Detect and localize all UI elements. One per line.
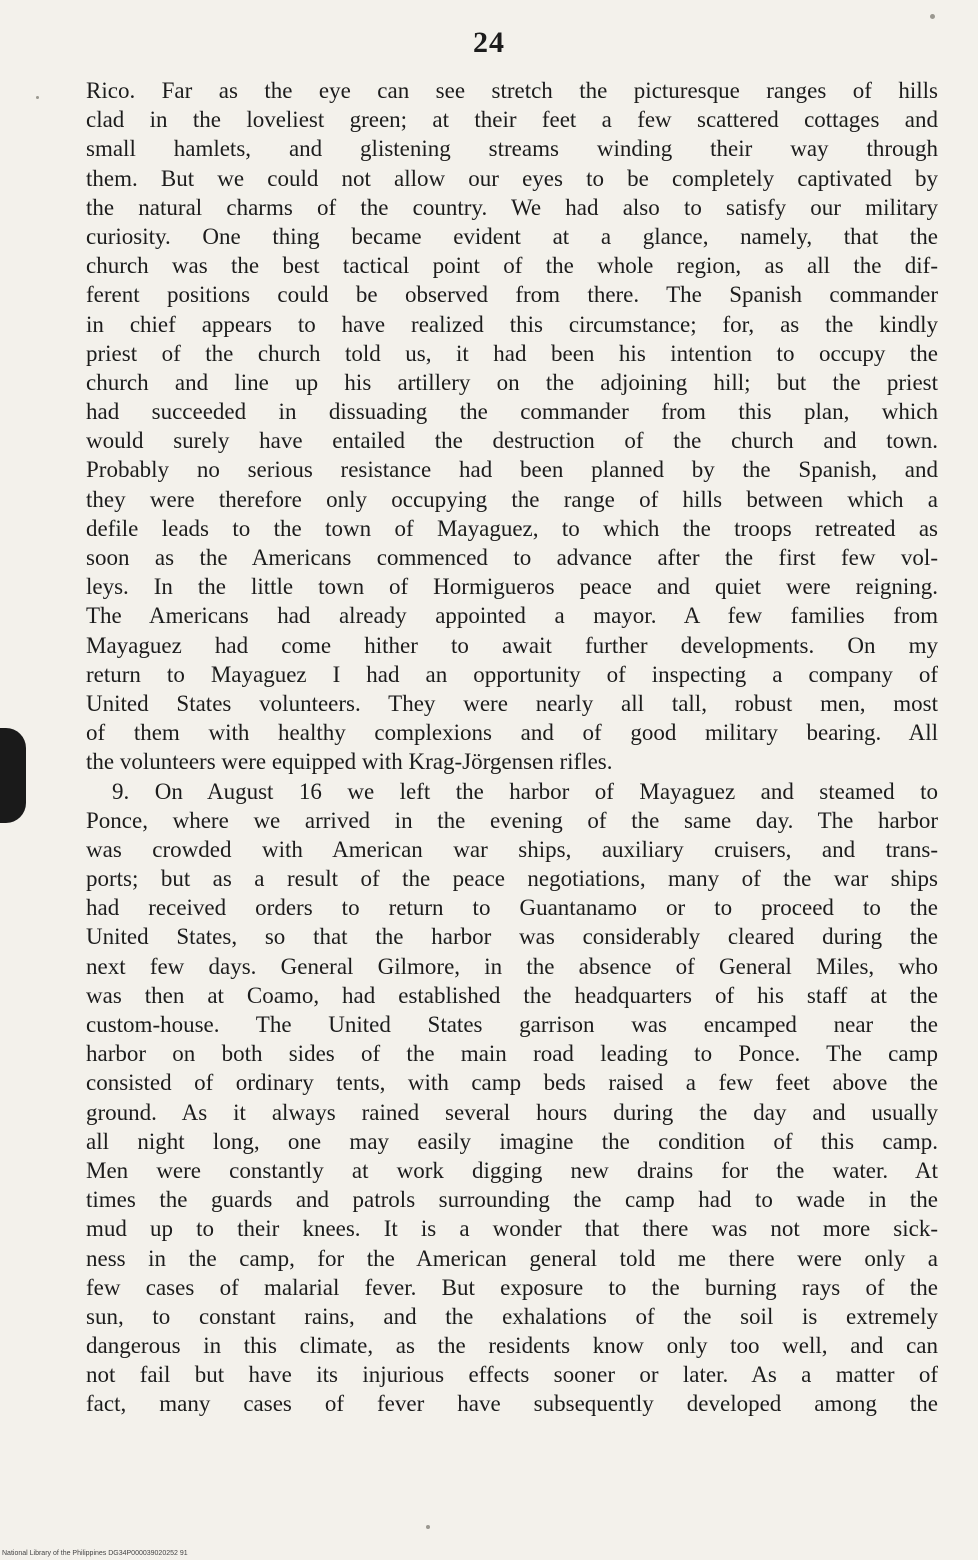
text-line: priest of the church told us, it had been his intention to occupy the [86, 340, 938, 366]
text-line: church was the best tactical point of the whole region, as all the dif- [86, 253, 938, 279]
body-text [86, 76, 938, 1419]
text-line: ground. As it always rained several hours during the day and usually [86, 1099, 938, 1125]
text-line: return to Mayaguez I had an opportunity of inspecting a company of [86, 661, 938, 687]
paper-speck [36, 96, 39, 99]
text-line: custom-house. The United States garrison was encamped near the [86, 1012, 938, 1037]
text-line: leys. In the little town of Hormigueros peace and quiet were reigning. [86, 574, 938, 600]
text-line: Rico. Far as the eye can see stretch the picturesque ranges of hills [86, 78, 938, 103]
text-line: soon as the Americans commenced to advance after the first few vol- [86, 545, 938, 570]
text-line: Mayaguez had come hither to await further developments. On my [86, 632, 938, 658]
text-line: them. But we could not allow our eyes to be completely captivated by [86, 165, 938, 191]
text-line: would surely have entailed the destruction of the church and town. [86, 428, 938, 454]
text-line: they were therefore only occupying the range of hills between which a [86, 486, 938, 512]
text-line: fact, many cases of fever have subsequently developed among the [86, 1391, 938, 1417]
text-line: times the guards and patrols surrounding the camp had to wade in the [86, 1187, 938, 1213]
paper-speck [930, 14, 935, 19]
text-line: The Americans had already appointed a mayor. A few families from [86, 603, 938, 629]
text-line: mud up to their knees. It is a wonder that there was not more sick- [86, 1216, 938, 1242]
text-line: had succeeded in dissuading the commander from this plan, which [86, 399, 938, 425]
text-line: in chief appears to have realized this circumstance; for, as the kindly [86, 311, 938, 337]
text-line: was crowded with American war ships, auxiliary cruisers, and trans- [86, 836, 938, 862]
text-line: Men were constantly at work digging new drains for the water. At [86, 1157, 938, 1183]
text-line: consisted of ordinary tents, with camp beds raised a few feet above the [86, 1070, 938, 1096]
text-line: clad in the loveliest green; at their feet a few scattered cottages and [86, 107, 938, 133]
text-line: not fail but have its injurious effects sooner or later. As a matter of [86, 1362, 938, 1388]
text-line: United States, so that the harbor was considerably cleared during the [86, 924, 938, 950]
page-number: 24 [473, 26, 505, 59]
text-line: harbor on both sides of the main road leading to Ponce. The camp [86, 1041, 938, 1067]
text-line: dangerous in this climate, as the residents know only too well, and can [86, 1333, 938, 1359]
text-line: church and line up his artillery on the adjoining hill; but the priest [86, 369, 938, 395]
text-line: small hamlets, and glistening streams winding their way through [86, 136, 938, 162]
section-start-line: 9. On August 16 we left the harbor of Mayaguez and steamed to [112, 778, 938, 804]
text-line: curiosity. One thing became evident at a glance, namely, that the [86, 223, 938, 249]
text-line: of them with healthy complexions and of good military bearing. All [86, 720, 938, 746]
text-line: ports; but as a result of the peace negotiations, many of the war ships [86, 866, 938, 892]
text-line: few cases of malarial fever. But exposure to the burning rays of the [86, 1274, 938, 1300]
text-line: sun, to constant rains, and the exhalations of the soil is extremely [86, 1303, 938, 1329]
text-line: Ponce, where we arrived in the evening of the same day. The harbor [86, 807, 938, 833]
text-line: next few days. General Gilmore, in the absence of General Miles, who [86, 953, 938, 979]
text-line: United States volunteers. They were nearly all tall, robust men, most [86, 690, 938, 716]
text-line: the natural charms of the country. We had also to satisfy our military [86, 194, 938, 220]
paragraph-end-line: the volunteers were equipped with Krag-Jörgensen rifles. [86, 749, 613, 775]
text-line: Probably no serious resistance had been planned by the Spanish, and [86, 457, 938, 483]
text-line: ferent positions could be observed from there. The Spanish commander [86, 282, 938, 308]
paper-speck [426, 1525, 430, 1529]
text-line: was then at Coamo, had established the headquarters of his staff at the [86, 982, 938, 1008]
text-line: had received orders to return to Guantanamo or to proceed to the [86, 895, 938, 921]
binding-shadow [0, 728, 26, 823]
text-line: ness in the camp, for the American general told me there were only a [86, 1245, 938, 1271]
text-line: defile leads to the town of Mayaguez, to which the troops retreated as [86, 515, 938, 541]
archive-footer: National Library of the Philippines DG34P000039020252 91 [2, 1550, 188, 1557]
text-line: all night long, one may easily imagine the condition of this camp. [86, 1128, 938, 1154]
